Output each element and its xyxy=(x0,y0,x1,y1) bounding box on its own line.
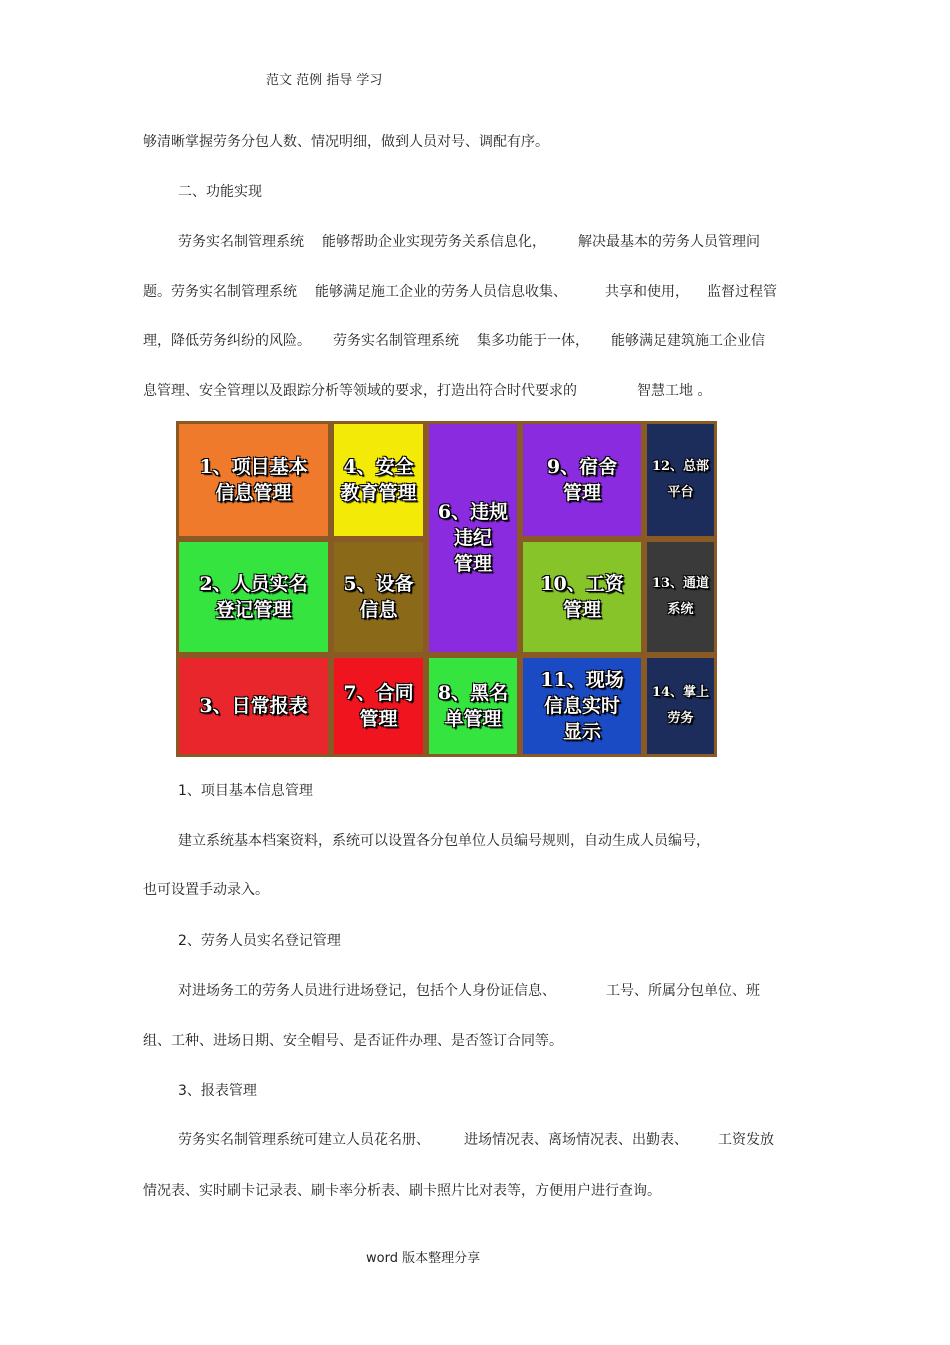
section-heading-1: 1、项目基本信息管理 xyxy=(178,783,313,799)
paragraph-line xyxy=(143,332,765,350)
text-run: 劳务实名制管理系统可建立人员花名册、 xyxy=(178,1132,430,1148)
tile-safety-education: 4、安全 教育管理 xyxy=(331,421,426,539)
text-run: 息管理、安全管理以及跟踪分析等领域的要求，打造出符合时代要求的 xyxy=(143,383,577,399)
tile-dormitory: 9、宿舍 管理 xyxy=(520,421,644,539)
text-run: 智慧工地 。 xyxy=(637,383,712,399)
paragraph-line xyxy=(178,233,760,251)
text-run: 题。劳务实名制管理系统 xyxy=(143,284,297,300)
text-run: 对进场务工的劳务人员进行进场登记，包括个人身份证信息、 xyxy=(178,983,556,999)
text-run: 共享和使用， xyxy=(605,284,689,300)
tile-onsite-display: 11、现场 信息实时 显示 xyxy=(520,655,644,757)
paragraph-line: 建立系统基本档案资料，系统可以设置各分包单位人员编号规则，自动生成人员编号， xyxy=(178,833,710,849)
text-run: 解决最基本的劳务人员管理问 xyxy=(578,234,760,250)
paragraph-line: 组、工种、进场日期、安全帽号、是否证件办理、是否签订合同等。 xyxy=(143,1033,563,1049)
tile-gate-system: 13、通道 系统 xyxy=(644,539,717,655)
tile-violation-management: 6、违规 违纪 管理 xyxy=(426,421,520,655)
text-run: 理，降低劳务纠纷的风险。 xyxy=(143,333,311,349)
text-run: 进场情况表、离场情况表、出勤表、 xyxy=(464,1132,688,1148)
tile-blacklist: 8、黑名 单管理 xyxy=(426,655,520,757)
section-heading-3: 3、报表管理 xyxy=(178,1083,257,1099)
paragraph-line: 够清晰掌握劳务分包人数、情况明细，做到人员对号、调配有序。 xyxy=(143,134,549,150)
tile-mobile-labor: 14、掌上 劳务 xyxy=(644,655,717,757)
tile-real-name-registration: 2、人员实名 登记管理 xyxy=(176,539,331,655)
section-heading-2: 2、劳务人员实名登记管理 xyxy=(178,933,341,949)
text-run: 工号、所属分包单位、班 xyxy=(606,983,760,999)
paragraph-line: 情况表、实时刷卡记录表、刷卡率分析表、刷卡照片比对表等，方便用户进行查询。 xyxy=(143,1183,661,1199)
text-run: 能够帮助企业实现劳务关系信息化， xyxy=(322,234,546,250)
text-run: 劳务实名制管理系统 xyxy=(333,333,459,349)
text-run: 能够满足建筑施工企业信 xyxy=(611,333,765,349)
tile-equipment-info: 5、设备 信息 xyxy=(331,539,426,655)
paragraph-line: 也可设置手动录入。 xyxy=(143,882,269,898)
page-footer: word 版本整理分享 xyxy=(366,1251,481,1266)
paragraph-line xyxy=(178,982,760,1000)
tile-wages: 10、工资 管理 xyxy=(520,539,644,655)
text-run: 能够满足施工企业的劳务人员信息收集、 xyxy=(315,284,567,300)
paragraph-line xyxy=(143,283,777,301)
tile-contracts: 7、合同 管理 xyxy=(331,655,426,757)
text-run: 监督过程管 xyxy=(707,284,777,300)
feature-grid-image xyxy=(176,421,717,757)
tile-headquarters: 12、总部 平台 xyxy=(644,421,717,539)
section-heading-functions: 二、功能实现 xyxy=(178,184,262,200)
tile-daily-reports: 3、日常报表 xyxy=(176,655,331,757)
page-header: 范文 范例 指导 学习 xyxy=(266,73,383,88)
text-run: 工资发放 xyxy=(718,1132,774,1148)
text-run: 集多功能于一体， xyxy=(477,333,589,349)
paragraph-line xyxy=(143,382,711,400)
paragraph-line xyxy=(178,1131,774,1149)
text-run: 劳务实名制管理系统 xyxy=(178,234,304,250)
tile-project-info: 1、项目基本 信息管理 xyxy=(176,421,331,539)
